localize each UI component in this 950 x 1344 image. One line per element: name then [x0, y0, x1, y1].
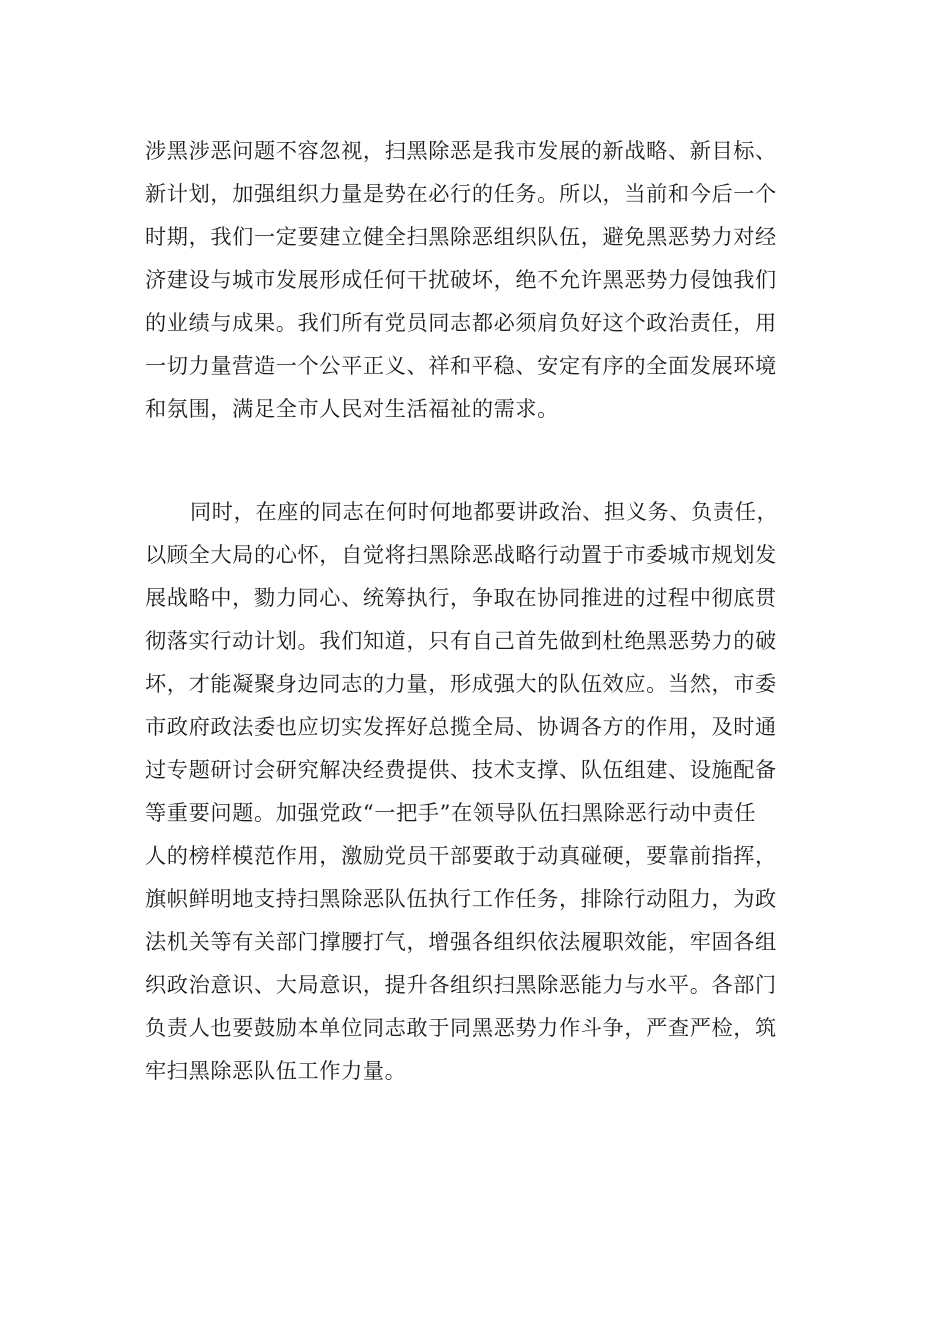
text-line: 以顾全大局的心怀，自觉将扫黑除恶战略行动置于市委城市规划发	[145, 542, 777, 567]
text-line: 新计划，加强组织力量是势在必行的任务。所以，当前和今后一个	[145, 181, 777, 206]
text-line: 彻落实行动计划。我们知道，只有自己首先做到杜绝黑恶势力的破	[145, 628, 777, 653]
text-line: 等重要问题。加强党政“一把手”在领导队伍扫黑除恶行动中责任	[145, 800, 757, 825]
text-line: 牢扫黑除恶队伍工作力量。	[145, 1058, 407, 1083]
paragraph-1	[145, 129, 807, 430]
text-line: 过专题研讨会研究解决经费提供、技术支撑、队伍组建、设施配备	[145, 757, 777, 782]
text-line-indented	[145, 490, 807, 533]
text-line: 展战略中，勠力同心、统筹执行，争取在协同推进的过程中彻底贯	[145, 585, 777, 610]
text-line: 市政府政法委也应切实发挥好总揽全局、协调各方的作用，及时通	[145, 714, 777, 739]
text-line: 织政治意识、大局意识，提升各组织扫黑除恶能力与水平。各部门	[145, 972, 777, 997]
text-line: 法机关等有关部门撑腰打气，增强各组织依法履职效能，牢固各组	[145, 929, 777, 954]
text-line: 旗帜鲜明地支持扫黑除恶队伍执行工作任务，排除行动阻力，为政	[145, 886, 777, 911]
text-line: 济建设与城市发展形成任何干扰破坏，绝不允许黑恶势力侵蚀我们	[145, 267, 777, 292]
text-line: 人的榜样模范作用，激励党员干部要敢于动真碰硬，要靠前指挥，	[145, 843, 777, 868]
text-line-content: 同时，在座的同志在何时何地都要讲政治、担义务、负责任，	[190, 499, 779, 524]
text-line: 的业绩与成果。我们所有党员同志都必须肩负好这个政治责任，用	[145, 310, 777, 335]
text-line: 涉黑涉恶问题不容忽视，扫黑除恶是我市发展的新战略、新目标、	[145, 138, 777, 163]
text-line: 时期，我们一定要建立健全扫黑除恶组织队伍，避免黑恶势力对经	[145, 224, 777, 249]
text-line: 和氛围，满足全市人民对生活福祉的需求。	[145, 396, 559, 421]
text-line: 一切力量营造一个公平正义、祥和平稳、安定有序的全面发展环境	[145, 353, 777, 378]
text-line: 负责人也要鼓励本单位同志敢于同黑恶势力作斗争，严查严检，筑	[145, 1015, 777, 1040]
text-line: 坏，才能凝聚身边同志的力量，形成强大的队伍效应。当然，市委	[145, 671, 777, 696]
paragraph-2	[145, 490, 807, 1092]
